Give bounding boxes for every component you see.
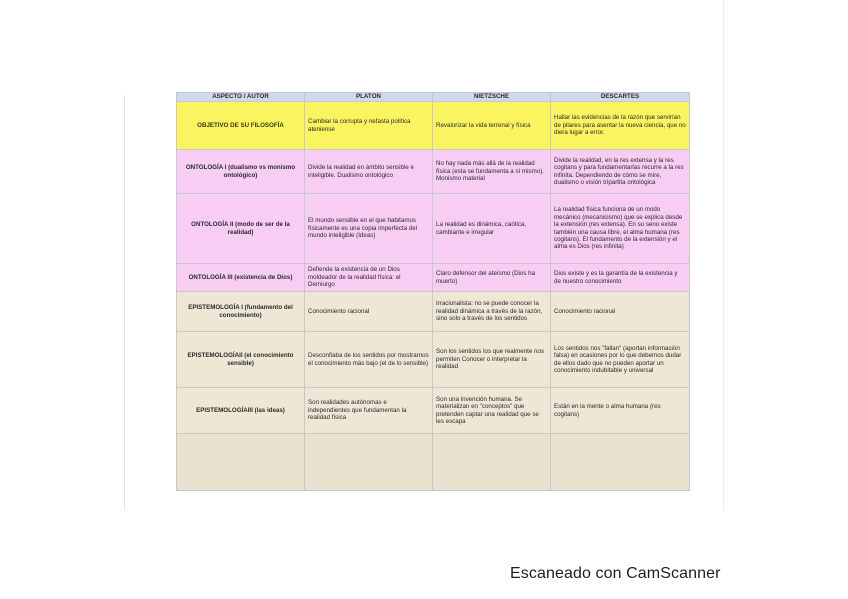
cell-platon: Cambiar la corrupta y nefasta política ateniense	[305, 102, 433, 150]
row-aspect: OBJETIVO DE SU FILOSOFÍA	[177, 102, 305, 150]
camscanner-watermark: Escaneado con CamScanner	[510, 565, 721, 582]
cell-nietzsche: Son los sentidos los que realmente nos permiten Conocer o interpretar la realidad	[433, 332, 551, 388]
table-row	[177, 388, 690, 434]
table-row	[177, 150, 690, 194]
row-aspect: ONTOLOGÍA II (modo de ser de la realidad)	[177, 194, 305, 264]
table-header-row	[177, 93, 690, 102]
cell-descartes: La realidad física funciona de un modo mecánico (mecanicismo) que se explica desde la extensión (res extensa). En su seno existe también una causa libre, el alma humana (res cogitans). El fundamento de la extensión y el alma es Dios (res infinita)	[551, 194, 690, 264]
cell-nietzsche: Revalorizar la vida terrenal y física	[433, 102, 551, 150]
cell-nietzsche: Son una invención humana. Se materializan en "conceptos" que pretenden captar una realidad que se les escapa	[433, 388, 551, 434]
empty-cell	[551, 434, 690, 491]
row-aspect: EPISTEMOLOGÍAII (el conocimiento sensible)	[177, 332, 305, 388]
empty-cell	[177, 434, 305, 491]
cell-descartes: Están en la mente o alma humana (res cogitans)	[551, 388, 690, 434]
header-descartes: DESCARTES	[551, 93, 690, 102]
page-edge-right	[723, 0, 724, 510]
cell-descartes: Divide la realidad, en la res extensa y la res cogitans y para fundamentarlas recurre a la res infinita. Dependiendo de cómo se mire, dualismo o visión tripartita ontológica	[551, 150, 690, 194]
cell-descartes: Dios existe y es la garantía de la existencia y de nuestro conocimiento	[551, 264, 690, 292]
cell-descartes: Los sentidos nos "fallan" (aportan información falsa) en ocasiones por lo que debemos dudar de ellos dado que no pueden aportar un conocimiento indubitable y universal	[551, 332, 690, 388]
cell-descartes: Hallar las evidencias de la razón que servirían de pilares para asentar la nueva ciencia, que no diera lugar a error.	[551, 102, 690, 150]
row-aspect: EPISTEMOLOGÍA I (fundamento del conocimiento)	[177, 292, 305, 332]
table-row	[177, 194, 690, 264]
cell-nietzsche: La realidad es dinámica, caótica, cambiante e irregular	[433, 194, 551, 264]
cell-nietzsche: No hay nada más allá de la realidad física (esta se fundamenta a sí mismo). Monismo material	[433, 150, 551, 194]
philosophy-comparison-table	[176, 92, 690, 491]
table-row	[177, 292, 690, 332]
page-edge-left	[124, 95, 125, 510]
table-row	[177, 102, 690, 150]
table-row	[177, 264, 690, 292]
empty-cell	[433, 434, 551, 491]
table-row	[177, 332, 690, 388]
row-aspect: EPISTEMOLOGÍAIII (las ideas)	[177, 388, 305, 434]
header-nietzsche: NIETZSCHE	[433, 93, 551, 102]
header-platon: PLATÓN	[305, 93, 433, 102]
empty-table-row	[177, 434, 690, 491]
cell-platon: Defiende la existencia de un Dios moldeador de la realidad física: el Demiurgo	[305, 264, 433, 292]
cell-platon: Conocimiento racional	[305, 292, 433, 332]
cell-nietzsche: Claro defensor del ateísmo (Dios ha muerto)	[433, 264, 551, 292]
cell-platon: El mundo sensible en el que habitamos físicamente es una copia imperfecta del mundo inteligible (Ideas)	[305, 194, 433, 264]
cell-platon: Son realidades autónomas e independientes que fundamentan la realidad física	[305, 388, 433, 434]
row-aspect: ONTOLOGÍA I (dualismo vs monismo ontológico)	[177, 150, 305, 194]
cell-platon: Divide la realidad en ámbito sensible e inteligible. Dualismo ontológico	[305, 150, 433, 194]
cell-descartes: Conocimiento racional	[551, 292, 690, 332]
row-aspect: ONTOLOGÍA III (existencia de Dios)	[177, 264, 305, 292]
cell-platon: Desconfiaba de los sentidos por mostrarnos el conocimiento más bajo (el de lo sensible)	[305, 332, 433, 388]
cell-nietzsche: Irracionalista: no se puede conocer la realidad dinámica a través de la razón, sino solo a través de los sentidos	[433, 292, 551, 332]
header-aspect: ASPECTO / AUTOR	[177, 93, 305, 102]
empty-cell	[305, 434, 433, 491]
